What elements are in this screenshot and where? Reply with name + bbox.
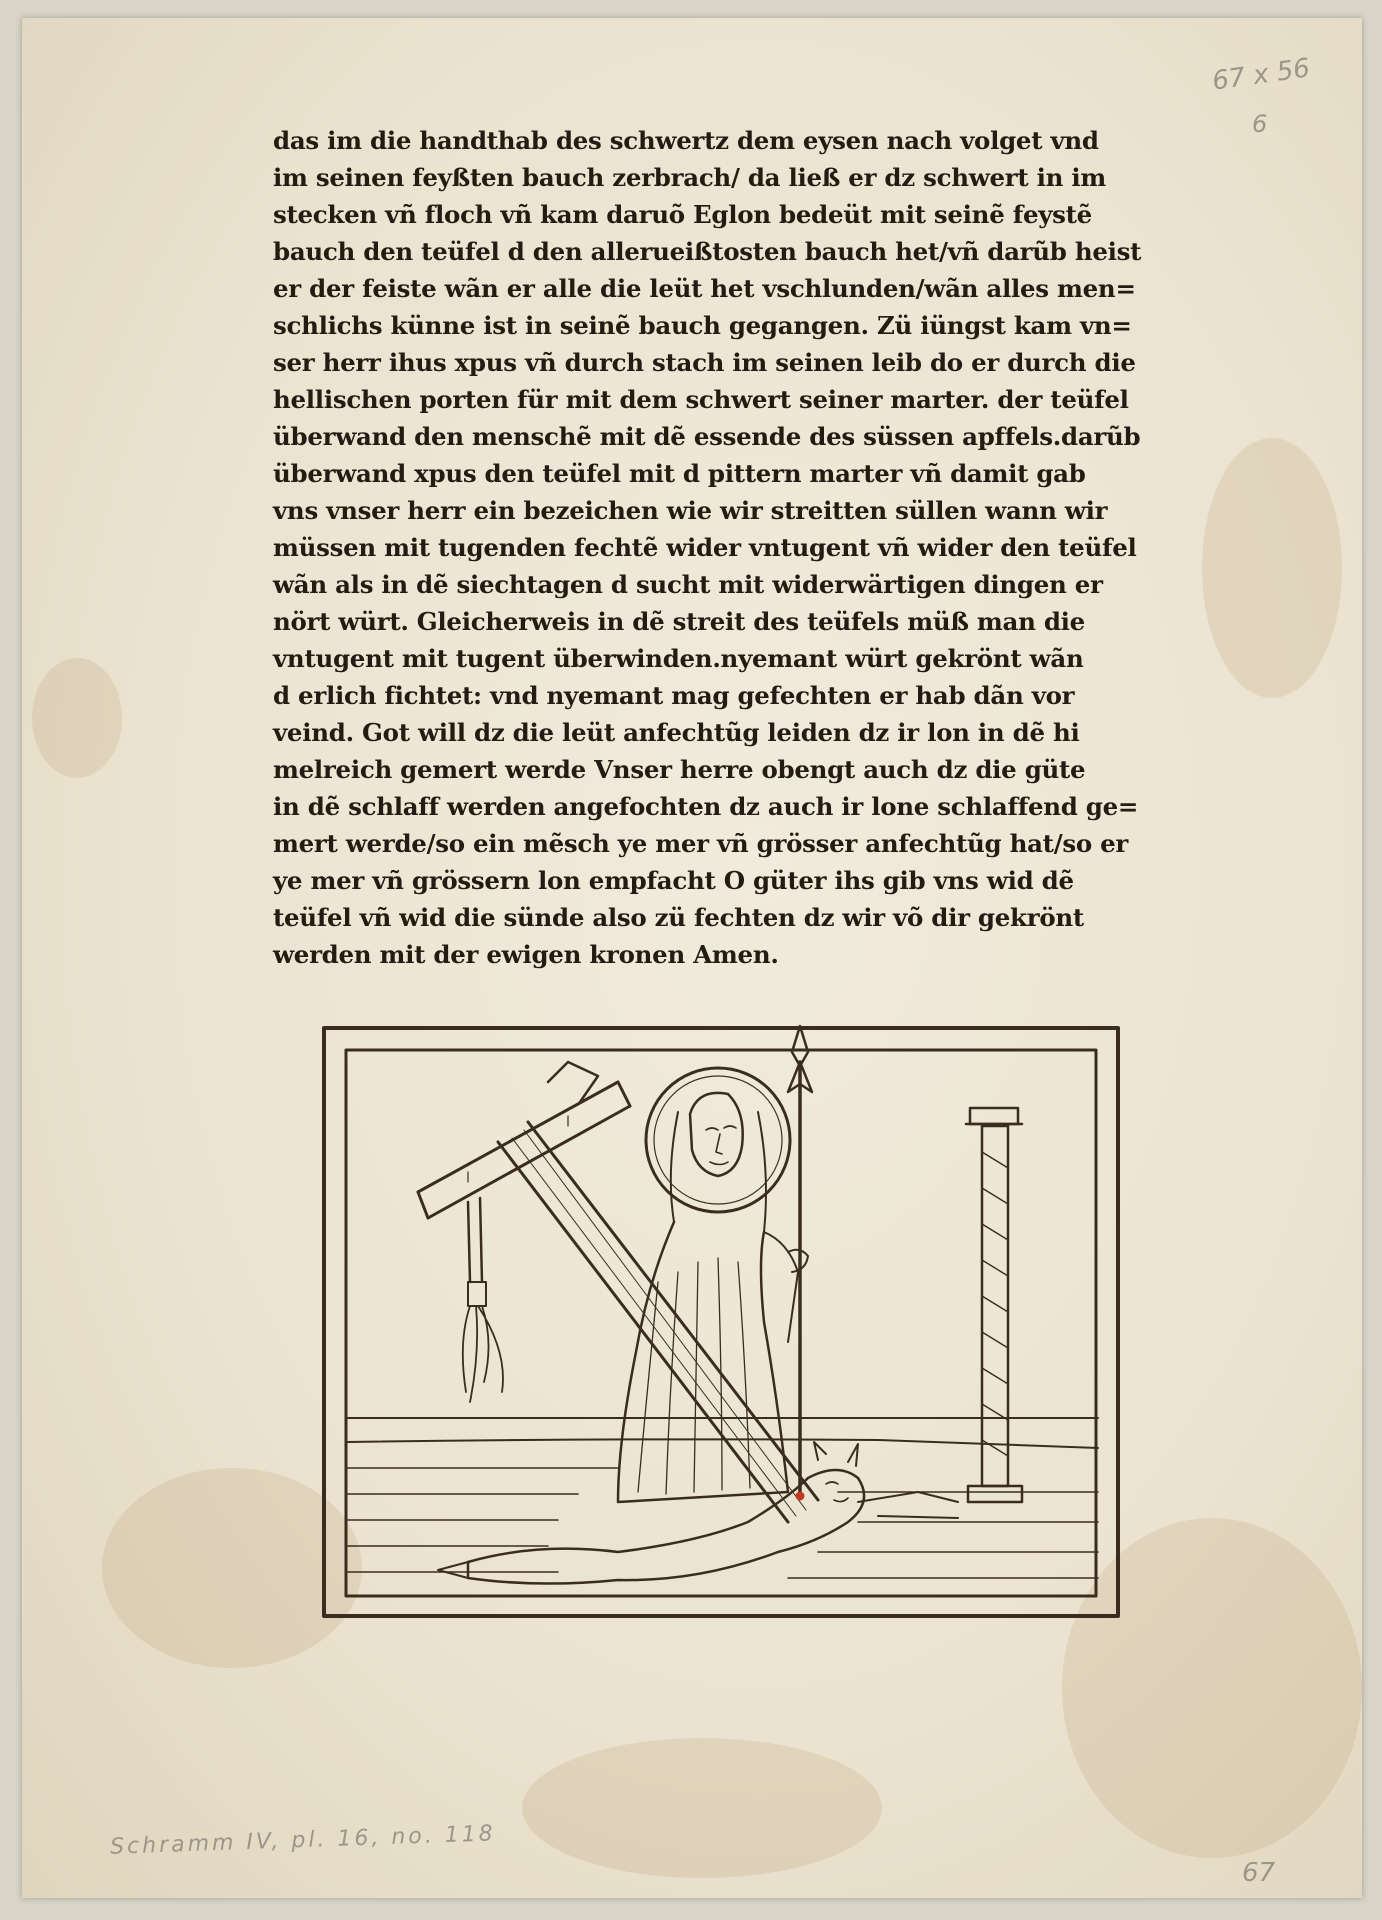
text-line: in dẽ schlaff werden angefochten dz auch ir lone schlaffend ge= <box>273 792 1139 821</box>
paper-stain <box>32 658 122 778</box>
text-line: vntugent mit tugent überwinden.nyemant würt gekrönt wãn <box>273 644 1084 673</box>
pencil-note-number: 6 <box>1252 110 1268 138</box>
text-line: überwand den menschẽ mit dẽ essende des süssen apffels.darũb <box>273 422 1141 451</box>
text-line: er der feiste wãn er alle die leüt het vschlunden/wãn alles men= <box>273 274 1136 303</box>
text-line: bauch den teüfel d den allerueißtosten bauch het/vñ darũb heist <box>273 237 1142 266</box>
text-line: im seinen feyßten bauch zerbrach/ da ließ er dz schwert in im <box>273 163 1107 192</box>
text-line: überwand xpus den teüfel mit d pittern marter vñ damit gab <box>273 459 1086 488</box>
text-line: das im die handthab des schwertz dem eysen nach volget vnd <box>273 126 1099 155</box>
text-line: ye mer vñ grössern lon empfacht O güter ihs gib vns wid dẽ <box>273 866 1074 895</box>
woodcut-illustration <box>318 1022 1124 1622</box>
text-line: hellischen porten für mit dem schwert seiner marter. der teüfel <box>273 385 1129 414</box>
text-line: werden mit der ewigen kronen Amen. <box>273 940 779 969</box>
text-line: ser herr ihus xpus vñ durch stach im seinen leib do er durch die <box>273 348 1136 377</box>
printed-text-block <box>273 122 1173 973</box>
text-line: melreich gemert werde Vnser herre obengt auch dz die güte <box>273 755 1086 784</box>
paper-stain <box>522 1738 882 1878</box>
text-line: teüfel vñ wid die sünde also zü fechten dz wir võ dir gekrönt <box>273 903 1084 932</box>
text-line: stecken vñ floch vñ kam daruõ Eglon bedeüt mit seinẽ feystẽ <box>273 200 1092 229</box>
text-line: mert werde/so ein mẽsch ye mer vñ grösser anfechtũg hat/so er <box>273 829 1129 858</box>
pencil-note-page: 67 <box>1242 1858 1276 1888</box>
text-line: vns vnser herr ein bezeichen wie wir streitten süllen wann wir <box>273 496 1108 525</box>
pencil-note-dimensions: 67 x 56 <box>1210 53 1312 97</box>
text-line: nört würt. Gleicherweis in dẽ streit des teüfels müß man die <box>273 607 1085 636</box>
text-line: schlichs künne ist in seinẽ bauch gegangen. Zü iüngst kam vn= <box>273 311 1132 340</box>
pencil-note-catalogue: Schramm IV, pl. 16, no. 118 <box>109 1821 497 1860</box>
text-line: veind. Got will dz die leüt anfechtũg leiden dz ir lon in dẽ hi <box>273 718 1080 747</box>
text-line: d erlich fichtet: vnd nyemant mag gefechten er hab dãn vor <box>273 681 1075 710</box>
text-line: wãn als in dẽ siechtagen d sucht mit widerwärtigen dingen er <box>273 570 1103 599</box>
text-line: müssen mit tugenden fechtẽ wider vntugent vñ wider den teüfel <box>273 533 1137 562</box>
paper-stain <box>1202 438 1342 698</box>
woodcut-saint-icon <box>318 1022 1124 1622</box>
